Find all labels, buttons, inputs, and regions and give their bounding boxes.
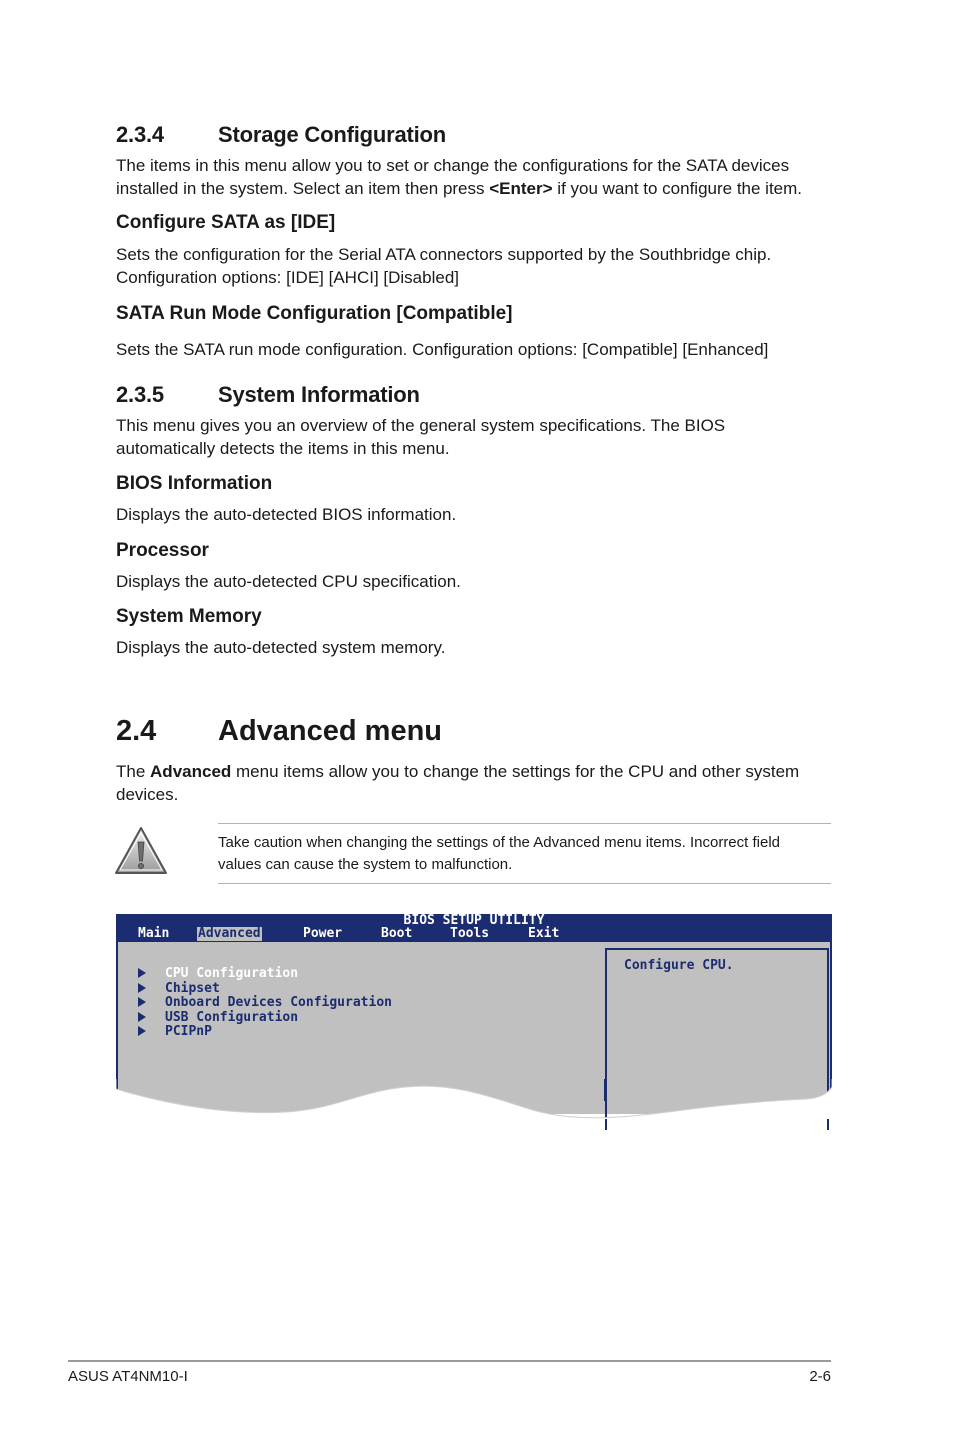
bios-item-onboard-devices[interactable]: Onboard Devices Configuration [138, 996, 392, 1010]
footer-rule [68, 1360, 831, 1362]
processor-heading: Processor [116, 540, 209, 561]
sata-run-mode-heading: SATA Run Mode Configuration [Compatible] [116, 303, 513, 324]
section-title: Advanced menu [218, 715, 442, 747]
bios-help-text: Configure CPU. [624, 958, 734, 973]
section-number: 2.3.4 [116, 122, 164, 147]
bios-item-pcipnp[interactable]: PCIPnP [138, 1025, 212, 1039]
triangle-right-icon [138, 983, 146, 993]
note-bottom-rule [218, 883, 831, 884]
section-heading-storage-configuration [116, 122, 816, 150]
triangle-right-icon [138, 997, 146, 1007]
bios-item-chipset[interactable]: Chipset [138, 982, 220, 996]
bios-information-heading: BIOS Information [116, 473, 273, 494]
menu-boot[interactable]: Boot [381, 926, 413, 941]
section-heading-system-information [116, 382, 816, 410]
triangle-right-icon [138, 1012, 146, 1022]
footer-product: ASUS AT4NM10-I [68, 1368, 188, 1385]
chapter-heading-advanced-menu [116, 715, 816, 751]
system-information-intro: This menu gives you an overview of the general system specifications. The BIOS automatically detects the items in this menu. [116, 416, 726, 458]
section-number: 2.4 [116, 715, 157, 747]
warning-triangle-icon [114, 826, 168, 876]
storage-intro: The items in this menu allow you to set or change the configurations for the SATA devices installed in the system. Select an item then press <Enter> if you want to configure the item. [116, 156, 803, 198]
bios-screenshot [116, 914, 832, 1119]
menu-main[interactable]: Main [138, 926, 170, 941]
menu-exit[interactable]: Exit [528, 926, 560, 941]
triangle-right-icon [138, 968, 146, 978]
menu-advanced[interactable]: Advanced [198, 926, 261, 941]
bios-item-cpu-configuration[interactable]: CPU Configuration [138, 967, 298, 981]
torn-edge [116, 1079, 832, 1119]
caution-text: Take caution when changing the settings of the Advanced menu items. Incorrect field values can cause the system to malfunction. [218, 834, 781, 873]
bios-right-border [830, 942, 832, 1092]
system-memory-text: Displays the auto-detected system memory. [116, 638, 446, 657]
processor-text: Displays the auto-detected CPU specification. [116, 572, 461, 591]
bios-information-text: Displays the auto-detected BIOS information. [116, 505, 457, 524]
menu-power[interactable]: Power [303, 926, 343, 941]
triangle-right-icon [138, 1026, 146, 1036]
section-title: System Information [218, 382, 420, 407]
system-memory-heading: System Memory [116, 606, 262, 627]
configure-sata-heading: Configure SATA as [IDE] [116, 212, 336, 233]
note-top-rule [218, 823, 831, 824]
advanced-bold-term: Advanced [150, 762, 232, 781]
sata-run-mode-text: Sets the SATA run mode configuration. Configuration options: [Compatible] [Enhanced] [116, 340, 769, 359]
bios-title: BIOS SETUP UTILITY [403, 913, 545, 928]
menu-tools[interactable]: Tools [450, 926, 490, 941]
footer-page-number: 2-6 [809, 1368, 831, 1385]
configure-sata-text: Sets the configuration for the Serial ATA connectors supported by the Southbridge chip. Configuration options: [IDE] [AHCI] [Disabled] [116, 245, 772, 287]
bios-menu-bar [116, 914, 832, 942]
section-number: 2.3.5 [116, 382, 164, 407]
bios-left-border [116, 942, 118, 1092]
advanced-menu-intro: The Advanced menu items allow you to change the settings for the CPU and other system devices. [116, 762, 800, 804]
enter-key-label: <Enter> [489, 179, 553, 198]
bios-item-usb-configuration[interactable]: USB Configuration [138, 1011, 298, 1025]
section-title: Storage Configuration [218, 122, 447, 147]
